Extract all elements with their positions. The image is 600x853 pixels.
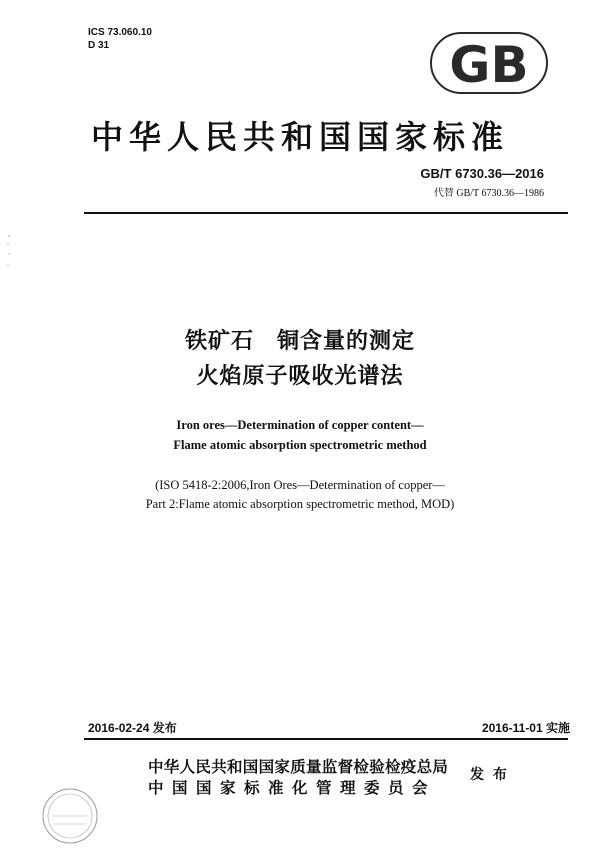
title-cn-line1: 铁矿石 铜含量的测定 xyxy=(184,329,415,354)
stamp-seal xyxy=(40,786,100,846)
scan-artifact xyxy=(6,232,12,272)
issuer-line2: 中国国家标准化管理委员会 xyxy=(148,779,437,797)
title-en-line1: Iron ores—Determination of copper content— xyxy=(176,418,424,432)
bottom-divider xyxy=(84,738,568,740)
national-standard-title: 中华人民共和国国家标准 xyxy=(90,118,509,156)
classification-codes xyxy=(88,26,152,52)
issuer-line1: 中华人民共和国国家质量监督检验检疫总局 xyxy=(148,758,449,776)
gb-logo xyxy=(430,32,548,94)
iso-reference-line2: Part 2:Flame atomic absorption spectrometric method, MOD) xyxy=(145,497,455,511)
standard-number: GB/T 6730.36—2016 xyxy=(420,166,544,181)
logo-text: GB xyxy=(449,36,529,94)
issued-label: 发 布 xyxy=(470,767,509,783)
top-divider xyxy=(84,212,568,214)
title-en-line2: Flame atomic absorption spectrometric method xyxy=(173,438,427,452)
iso-reference-line1: (ISO 5418-2:2006,Iron Ores—Determination of copper— xyxy=(155,478,445,492)
ccs-code: D 31 xyxy=(88,40,110,51)
implementation-date: 2016-11-01 实施 xyxy=(481,721,570,735)
replaces-standard: 代替 GB/T 6730.36—1986 xyxy=(433,188,544,199)
title-cn-line2: 火焰原子吸收光谱法 xyxy=(196,364,404,389)
ics-code: ICS 73.060.10 xyxy=(88,27,152,38)
publish-date: 2016-02-24 发布 xyxy=(88,721,177,735)
